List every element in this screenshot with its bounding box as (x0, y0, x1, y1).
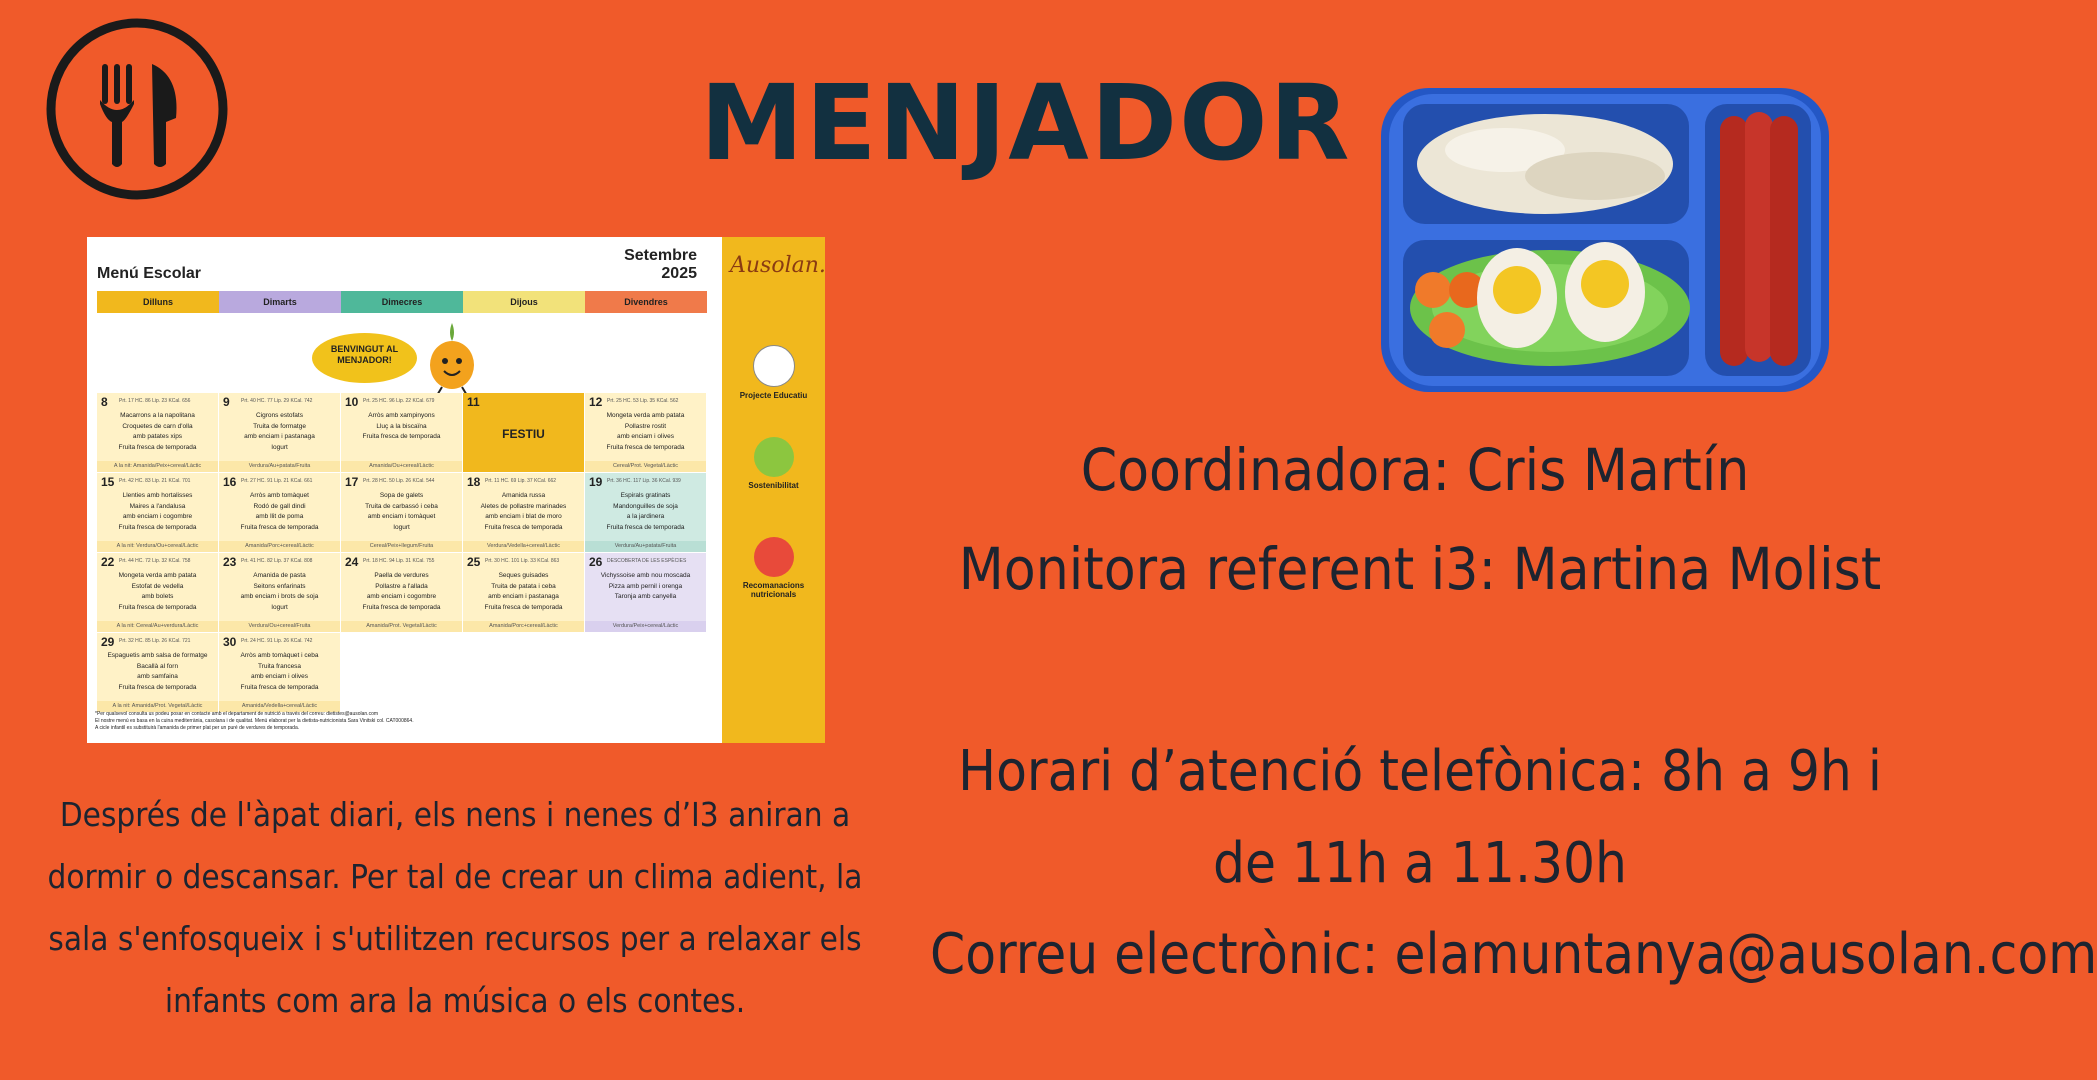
day-number: 15 (101, 475, 115, 489)
dish-item: Estofat de vedella (131, 582, 184, 590)
dish-item: amb enciam i cogombre (366, 593, 437, 600)
weekday-3: Dijous (463, 291, 585, 313)
dish-list (587, 491, 704, 533)
menu-grid (97, 393, 707, 713)
nutrition-info: Prt. 25 HC. 96 Lip. 22 KCal. 679 (363, 398, 435, 404)
menu-empty-cell (341, 633, 463, 713)
menu-month: Setembre (624, 247, 697, 264)
lunch-tray-icon (1375, 80, 1835, 400)
dinner-suggestion: Verdura/Ou+cereal/Fruita (219, 621, 340, 632)
day-number: 29 (101, 635, 115, 649)
menu-day-cell (97, 393, 219, 473)
dish-item: Llenties amb hortalisses (122, 492, 193, 499)
nutrition-info: Prt. 24 HC. 91 Lip. 26 KCal. 742 (241, 638, 313, 644)
dinner-suggestion: Amanida/Ou+cereal/Làctic (341, 461, 462, 472)
welcome-bubble: BENVINGUT AL MENJADOR! (312, 333, 417, 383)
dish-item: amb bolets (141, 593, 174, 600)
dish-item: Espaguetis amb salsa de formatge (107, 652, 208, 659)
menu-day-cell (97, 633, 219, 713)
nutrition-info: Prt. 42 HC. 83 Lip. 21 KCal. 701 (119, 478, 191, 484)
dish-item: a la jardinera (626, 513, 665, 520)
menu-title: Menú Escolar (97, 265, 202, 282)
dinner-suggestion: Amanida/Porc+cereal/Làctic (219, 541, 340, 552)
sidebar-item-label: Recomanacions nutricionals (742, 581, 805, 599)
day-number: 9 (223, 395, 230, 409)
fork-and-knife-icon (44, 16, 230, 202)
speech-bubble-icon (754, 537, 794, 577)
day-number: 23 (223, 555, 237, 569)
nutrition-info: Prt. 30 HC. 101 Lip. 33 KCal. 863 (485, 558, 560, 564)
dish-item: Truita de carbassó i ceba (365, 502, 438, 510)
sidebar-item-label: Sostenibilitat (748, 481, 799, 490)
dish-item: Fruita fresca de temporada (606, 523, 685, 531)
weekday-header (97, 291, 707, 313)
dinner-suggestion: A la nit: Amanida/Peix+cereal/Làctic (97, 461, 218, 472)
menu-day-cell (219, 633, 341, 713)
dish-item: Truita francesa (257, 662, 302, 670)
nutrition-info: Prt. 17 HC. 86 Lip. 23 KCal. 656 (119, 398, 191, 404)
dish-list (343, 571, 460, 613)
dish-list (465, 491, 582, 533)
dish-item: amb enciam i brots de soja (240, 593, 319, 600)
menu-week-row (97, 633, 707, 713)
dish-item: amb enciam i pastanaga (488, 593, 559, 600)
dish-item: Fruita fresca de temporada (118, 443, 197, 451)
dish-item: Iogurt (271, 443, 288, 451)
day-number: 25 (467, 555, 481, 569)
day-number: 24 (345, 555, 359, 569)
dish-item: Fruita fresca de temporada (362, 603, 441, 611)
dish-item: amb enciam i olives (250, 673, 309, 680)
menu-day-cell (97, 553, 219, 633)
dish-item: amb samfaina (137, 673, 178, 680)
dinner-suggestion: Verdura/Vedella+cereal/Làctic (463, 541, 584, 552)
dish-item: amb enciam i tomàquet (367, 513, 436, 520)
dish-item: amb enciam i blat de moro (485, 513, 562, 520)
menu-day-cell (585, 553, 707, 633)
nutrition-info: Prt. 18 HC. 94 Lip. 31 KCal. 755 (363, 558, 435, 564)
dinner-suggestion: A la nit: Verdura/Ou+cereal/Làctic (97, 541, 218, 552)
nutrition-info: Prt. 40 HC. 77 Lip. 29 KCal. 742 (241, 398, 313, 404)
day-number: 19 (589, 475, 603, 489)
nutrition-info: Prt. 28 HC. 50 Lip. 26 KCal. 544 (363, 478, 435, 484)
apple-icon (754, 437, 794, 477)
dish-item: amb enciam i pastanaga (244, 433, 315, 440)
nutrition-info: DESCOBERTA DE LES ESPÈCIES (607, 558, 687, 564)
dish-item: Fruita fresca de temporada (240, 683, 319, 691)
dish-list (343, 491, 460, 533)
nutrition-info: Prt. 32 HC. 85 Lip. 26 KCal. 721 (119, 638, 191, 644)
weekday-1: Dimarts (219, 291, 341, 313)
sidebar-item-nutrition (722, 537, 825, 599)
dish-item: Lluç a la biscaïna (376, 422, 427, 430)
day-number: 16 (223, 475, 237, 489)
dish-item: Arròs amb tomàquet i ceba (240, 652, 319, 659)
menu-week-row (97, 553, 707, 633)
menu-day-cell (463, 553, 585, 633)
dish-item: Pollastre rostit (624, 422, 667, 430)
menu-day-cell (219, 473, 341, 553)
dish-list (99, 651, 216, 693)
dinner-suggestion: Verdura/Au+patata/Fruita (219, 461, 340, 472)
dish-item: Fruita fresca de temporada (118, 523, 197, 531)
dinner-suggestion: Amanida/Prot. Vegetal/Làctic (341, 621, 462, 632)
menu-day-cell (97, 473, 219, 553)
book-icon (753, 345, 795, 387)
dish-item: Arròs amb tomàquet (250, 492, 309, 499)
dish-list (221, 651, 338, 693)
dish-item: Fruita fresca de temporada (484, 523, 563, 531)
day-number: 11 (467, 395, 480, 409)
nutrition-info: Prt. 44 HC. 72 Lip. 32 KCal. 758 (119, 558, 191, 564)
ausolan-logo: Ausolan. (730, 253, 826, 278)
menu-day-cell (585, 393, 707, 473)
dish-item: Aletes de pollastre marinades (480, 502, 567, 510)
footnote-line: A cicle infantil es substituirà l'amanida de primer plat per un puré de verdures de temporada. (95, 725, 300, 731)
dish-item: Iogurt (393, 523, 410, 531)
menu-day-cell (463, 393, 585, 473)
nutrition-info: Prt. 25 HC. 53 Lip. 35 KCal. 562 (607, 398, 679, 404)
coordinator-name: Coordinadora: Cris Martín (1080, 436, 1750, 504)
dish-list (587, 411, 704, 453)
day-number: 10 (345, 395, 359, 409)
dish-item: Fruita fresca de temporada (118, 603, 197, 611)
menu-day-cell (585, 473, 707, 553)
nutrition-info: Prt. 27 HC. 91 Lip. 21 KCal. 661 (241, 478, 313, 484)
footnote-line: El nostre menú es basa en la cuina mediterrània, casolana i de qualitat. Menú elaborat per la dietista-nutricionista Sara Vinitski col. CAT000864. (95, 718, 414, 724)
day-number: 30 (223, 635, 237, 649)
phone-hours: Horari d’atenció telefònica: 8h a 9h i de 11h a 11.30h (958, 739, 1882, 896)
dish-item: Paella de verdures (374, 572, 429, 579)
dish-list (99, 571, 216, 613)
day-number: 26 (589, 555, 603, 569)
dish-item: Cigrons estofats (256, 412, 303, 419)
menu-week-row (97, 473, 707, 553)
school-menu-card (87, 237, 825, 743)
dish-item: Fruita fresca de temporada (362, 433, 441, 440)
menu-year: 2025 (661, 265, 697, 282)
dish-item: Taronja amb canyella (614, 593, 677, 600)
weekday-0: Dilluns (97, 291, 219, 313)
dinner-suggestion: Verdura/Peix+cereal/Làctic (585, 621, 706, 632)
menu-footnote (95, 711, 715, 732)
dish-item: Truita de formatge (253, 422, 306, 430)
sidebar-item-sustainability (722, 437, 825, 490)
menu-day-cell (341, 553, 463, 633)
dinner-suggestion: Verdura/Au+patata/Fruita (585, 541, 706, 552)
holiday-label: FESTIU (502, 427, 545, 441)
nutrition-info: Prt. 36 HC. 117 Lip. 36 KCal. 939 (607, 478, 681, 484)
menu-sidebar (722, 237, 825, 743)
dish-item: Rodó de gall dindi (253, 502, 306, 510)
day-number: 8 (101, 395, 108, 409)
dish-list (99, 411, 216, 453)
dish-item: Seitons enfarinats (253, 582, 306, 590)
dish-item: Bacallà al forn (136, 662, 179, 670)
dish-list (465, 571, 582, 613)
dish-item: Macarrons a la napolitana (120, 412, 195, 419)
dinner-suggestion: Amanida/Vedella+cereal/Làctic (219, 701, 340, 712)
nutrition-info: Prt. 41 HC. 82 Lip. 37 KCal. 808 (241, 558, 313, 564)
dish-item: Maires a l'andalusa (129, 502, 186, 510)
day-number: 12 (589, 395, 603, 409)
dinner-suggestion: Cereal/Peix+llegum/Fruita (341, 541, 462, 552)
dish-item: Pollastre a l'allada (375, 582, 428, 590)
menu-day-cell (219, 553, 341, 633)
dish-item: Seques guisades (498, 572, 549, 579)
menu-day-cell (341, 473, 463, 553)
dinner-suggestion: Cereal/Prot. Vegetal/Làctic (585, 461, 706, 472)
dish-item: amb llit de poma (255, 513, 304, 520)
nutrition-info: Prt. 11 HC. 69 Lip. 37 KCal. 662 (485, 478, 557, 484)
sidebar-item-label: Projecte Educatiu (739, 391, 808, 400)
dish-item: Croquetes de carn d'olla (122, 422, 193, 430)
dish-list (221, 491, 338, 533)
dish-item: Fruita fresca de temporada (118, 683, 197, 691)
onion-mascot-icon (422, 319, 482, 399)
dish-item: amb patates xips (132, 433, 183, 440)
day-number: 18 (467, 475, 481, 489)
dish-item: Iogurt (271, 603, 288, 611)
dish-item: amb enciam i olives (616, 433, 675, 440)
dinner-suggestion: A la nit: Amanida/Prot. Vegetal/Làctic (97, 701, 218, 712)
menu-day-cell (219, 393, 341, 473)
dinner-suggestion: Amanida/Porc+cereal/Làctic (463, 621, 584, 632)
dish-list (343, 411, 460, 443)
dish-item: Sopa de galets (379, 492, 424, 499)
page-title: MENJADOR (700, 62, 1352, 184)
day-number: 22 (101, 555, 115, 569)
dish-item: Fruita fresca de temporada (240, 523, 319, 531)
dinner-suggestion: A la nit: Cereal/Au+verdura/Làctic (97, 621, 218, 632)
dish-item: Fruita fresca de temporada (484, 603, 563, 611)
dish-list (587, 571, 704, 603)
dish-item: Mandonguilles de soja (613, 502, 678, 510)
dish-item: amb enciam i cogombre (122, 513, 193, 520)
menu-day-cell (463, 473, 585, 553)
menu-day-cell (341, 393, 463, 473)
day-number: 17 (345, 475, 359, 489)
dish-item: Amanida de pasta (253, 572, 306, 579)
weekday-2: Dimecres (341, 291, 463, 313)
footnote-line: *Per qualsevol consulta us podeu posar en contacte amb el departament de nutrició a través del correu: dietistes@ausolan.com (95, 711, 379, 717)
dish-item: Vichyssoise amb nou moscada (600, 572, 691, 579)
monitor-name: Monitora referent i3: Martina Molist (958, 535, 1882, 603)
menu-week-row (97, 393, 707, 473)
dish-item: Fruita fresca de temporada (606, 443, 685, 451)
contact-email: Correu electrònic: elamuntanya@ausolan.com (930, 922, 2097, 987)
menu-empty-cell (585, 633, 707, 713)
dish-item: Mongeta verda amb patata (606, 412, 685, 419)
dish-list (221, 571, 338, 613)
menu-empty-cell (463, 633, 585, 713)
dish-item: Espirals gratinats (620, 492, 671, 499)
dish-list (221, 411, 338, 453)
sidebar-item-educational-project (722, 345, 825, 400)
dish-item: Truita de patata i ceba (491, 582, 556, 590)
dish-item: Amanida russa (501, 492, 546, 499)
dish-item: Mongeta verda amb patata (118, 572, 197, 579)
dish-list (99, 491, 216, 533)
dish-item: Pizza amb pernil i orenga (608, 582, 683, 590)
weekday-4: Divendres (585, 291, 707, 313)
dish-item: Arròs amb xampinyons (368, 412, 435, 419)
nap-description: Després de l'àpat diari, els nens i nenes d’I3 aniran a dormir o descansar. Per tal de crear un clima adient, la sala s'enfosqueix i s'utilitzen recursos per a relaxar els infants com ara la música o els contes. (47, 795, 863, 1020)
